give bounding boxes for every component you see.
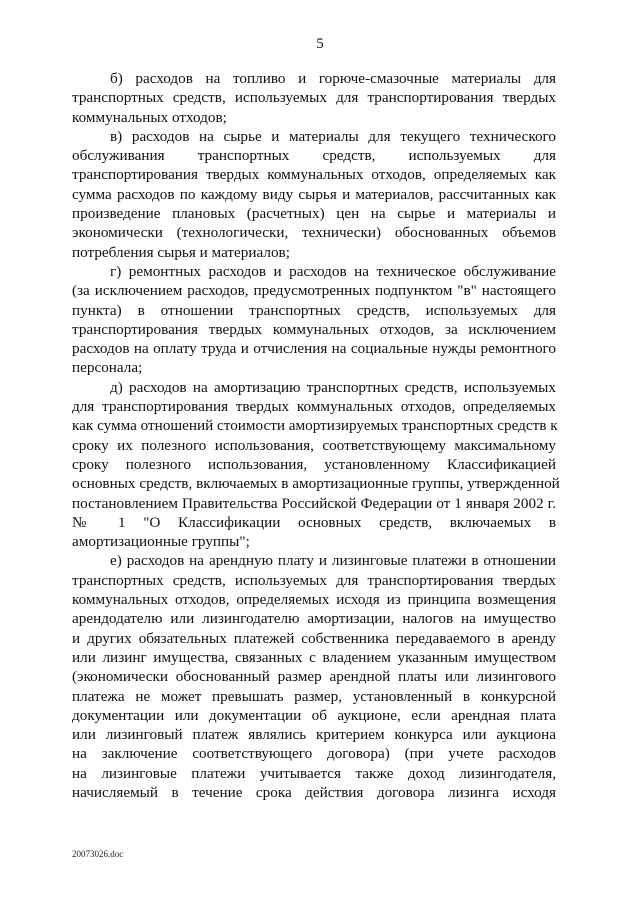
text-line: основных средств, включаемых в амортизационные группы, утвержденной [72,475,560,493]
text-line: е) расходов на арендную плату и лизинговые платежи в отношении [110,552,556,570]
text-line: для транспортирования твердых коммунальных отходов, определяемых [72,398,556,416]
text-line: и других обязательных платежей собственника передаваемого в аренду [72,629,556,647]
text-line: транспортирования твердых коммунальных отходов, определяемых как [72,166,556,184]
paragraph-e [72,551,556,802]
paragraph-g [72,262,556,378]
text-line: платежа не может превышать размер, установленный в конкурсной [72,687,556,705]
text-line: документации или документации об аукционе, если арендная плата [72,706,556,724]
text-line: транспортных средств, используемых для транспортирования твердых [72,89,556,107]
text-line: произведение плановых (расчетных) цен на сырье и материалы и [72,205,556,223]
text-line: (за исключением расходов, предусмотренных подпунктом "в" настоящего [72,282,556,300]
text-line: амортизационные группы"; [72,533,250,551]
text-line: в) расходов на сырье и материалы для текущего технического [110,127,556,145]
document-body [72,69,560,802]
text-line: № 1 "О Классификации основных средств, включаемых в [72,513,556,531]
document-filename-footer: 20073026.doc [72,849,124,859]
text-line: как сумма отношений стоимости амортизируемых транспортных средств к [72,417,558,435]
page-number: 5 [316,36,324,52]
text-line: на заключение соответствующего договора) (при учете расходов [72,745,556,763]
text-line: на лизинговые платежи учитывается также доход лизингодателя, [72,764,556,782]
text-line: расходов на оплату труда и отчисления на социальные нужды ремонтного [72,340,556,358]
text-line: коммунальных отходов; [72,108,227,126]
text-line: потребления сырья и материалов; [72,243,290,261]
text-line: сумма расходов по каждому виду сырья и материалов, рассчитанных как [72,185,556,203]
text-line: коммунальных отходов, определяемых исходя из принципа возмещения [72,591,556,609]
text-line: арендодателю или лизингодателю амортизации, налогов на имущество [72,610,556,628]
text-line: постановлением Правительства Российской Федерации от 1 января 2002 г. [72,494,556,512]
paragraph-b [72,69,556,127]
text-line: сроку их полезного использования, соответствующему максимальному [72,436,556,454]
text-line: начисляемый в течение срока действия договора лизинга исходя [72,783,556,801]
text-line: пункта) в отношении транспортных средств, используемых для [72,301,556,319]
paragraph-d [72,378,560,552]
text-line: экономически (технологически, технически) обоснованных объемов [72,224,556,242]
text-line: транспортных средств, используемых для транспортирования твердых [72,571,556,589]
paragraph-v [72,127,556,262]
text-line: сроку полезного использования, установленному Классификацией [72,455,556,473]
text-line: д) расходов на амортизацию транспортных средств, используемых [110,378,556,396]
text-line: или лизинговый платеж являлись критерием конкурса или аукциона [72,726,556,744]
text-line: персонала; [72,359,143,377]
text-line: обслуживания транспортных средств, используемых для [72,147,556,165]
text-line: б) расходов на топливо и горюче-смазочные материалы для [110,70,556,87]
text-line: (экономически обоснованный размер арендной платы или лизингового [72,668,556,686]
text-line: транспортирования твердых коммунальных отходов, за исключением [72,320,556,338]
text-line: или лизинг имущества, связанных с владением указанным имуществом [72,648,556,666]
text-line: г) ремонтных расходов и расходов на техническое обслуживание [110,262,556,280]
